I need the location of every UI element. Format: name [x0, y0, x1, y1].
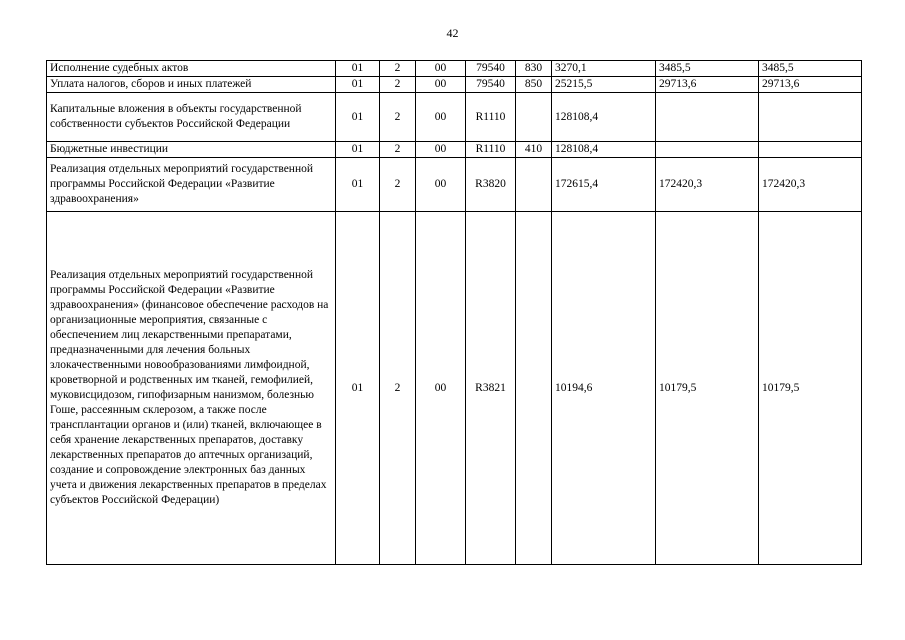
row-name: Реализация отдельных мероприятий государственной программы Российской Федерации «Развитие здравоохранения» (финансовое обеспечение расходов на организационные мероприятия, связанные с обеспечением лиц лекарственными препаратами, предназначенными для лечения больных злокачественными новообразованиями лимфоидной, кроветворной и родственных им тканей, гемофилией, муковисцидозом, гипофизарным нанизмом, болезнью Гоше, рассеянным склерозом, а также после трансплантации органов и (или) тканей, включающее в себя хранение лекарственных препаратов, доставку лекарственных препаратов до аптечных организаций, создание и сопровождение электронных баз данных учета и движения лекарственных препаратов в пределах субъектов Российской Федерации) [47, 212, 336, 565]
code-cell [516, 212, 552, 565]
value-cell: 3485,5 [656, 61, 759, 77]
value-cell: 3485,5 [759, 61, 862, 77]
code-cell: 01 [336, 142, 380, 158]
value-cell: 10179,5 [759, 212, 862, 565]
code-cell: 2 [380, 93, 416, 142]
code-cell: 00 [416, 158, 466, 212]
value-cell: 3270,1 [552, 61, 656, 77]
value-cell [656, 142, 759, 158]
code-cell: 01 [336, 61, 380, 77]
code-cell: 00 [416, 142, 466, 158]
code-cell: 00 [416, 93, 466, 142]
value-cell: 10179,5 [656, 212, 759, 565]
table-row [47, 212, 862, 565]
code-cell: 2 [380, 142, 416, 158]
value-cell [759, 93, 862, 142]
row-name: Реализация отдельных мероприятий государственной программы Российской Федерации «Развитие здравоохранения» [47, 158, 336, 212]
table-row [47, 77, 862, 93]
row-name: Бюджетные инвестиции [47, 142, 336, 158]
value-cell: 172615,4 [552, 158, 656, 212]
code-cell: 01 [336, 77, 380, 93]
code-cell: R1110 [466, 93, 516, 142]
budget-table [46, 60, 862, 565]
code-cell: 2 [380, 61, 416, 77]
code-cell: 2 [380, 77, 416, 93]
value-cell [759, 142, 862, 158]
page-number: 42 [446, 26, 459, 40]
value-cell [656, 93, 759, 142]
table-row [47, 93, 862, 142]
value-cell: 172420,3 [656, 158, 759, 212]
value-cell: 29713,6 [656, 77, 759, 93]
table-row [47, 158, 862, 212]
code-cell [516, 93, 552, 142]
code-cell: R3820 [466, 158, 516, 212]
code-cell: 2 [380, 212, 416, 565]
value-cell: 172420,3 [759, 158, 862, 212]
row-name: Капитальные вложения в объекты государственной собственности субъектов Российской Федерации [47, 93, 336, 142]
value-cell: 25215,5 [552, 77, 656, 93]
code-cell: 00 [416, 77, 466, 93]
row-name: Уплата налогов, сборов и иных платежей [47, 77, 336, 93]
code-cell: 00 [416, 212, 466, 565]
code-cell: 830 [516, 61, 552, 77]
value-cell: 29713,6 [759, 77, 862, 93]
code-cell: R3821 [466, 212, 516, 565]
code-cell: 410 [516, 142, 552, 158]
value-cell: 128108,4 [552, 142, 656, 158]
code-cell: 79540 [466, 77, 516, 93]
code-cell: 79540 [466, 61, 516, 77]
value-cell: 128108,4 [552, 93, 656, 142]
code-cell: 01 [336, 212, 380, 565]
code-cell: 01 [336, 158, 380, 212]
code-cell: 2 [380, 158, 416, 212]
code-cell: 850 [516, 77, 552, 93]
code-cell: R1110 [466, 142, 516, 158]
code-cell: 00 [416, 61, 466, 77]
row-name: Исполнение судебных актов [47, 61, 336, 77]
table-row [47, 142, 862, 158]
table-row [47, 61, 862, 77]
value-cell: 10194,6 [552, 212, 656, 565]
code-cell [516, 158, 552, 212]
code-cell: 01 [336, 93, 380, 142]
